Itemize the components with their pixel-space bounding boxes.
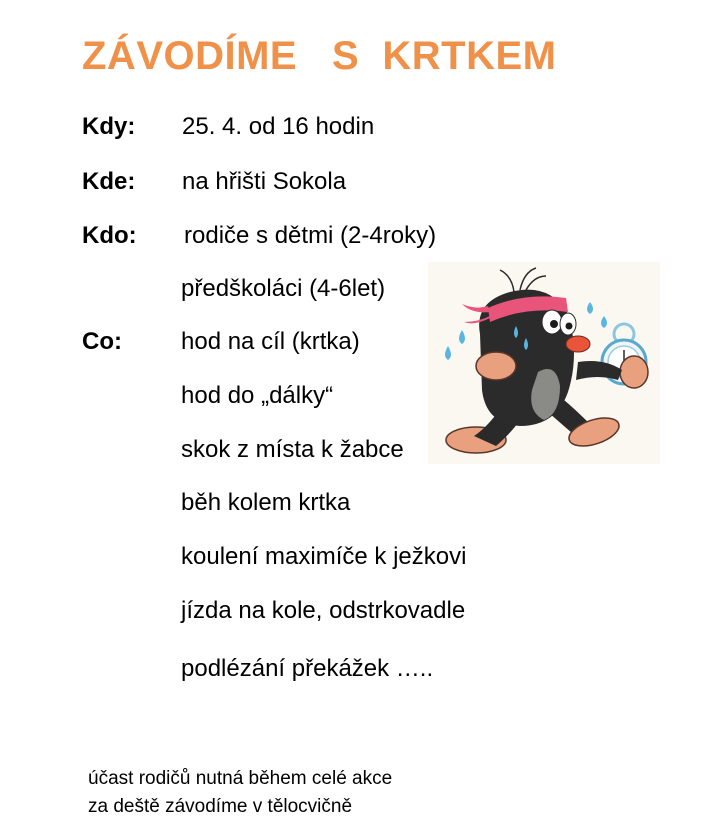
running-mole-icon: [428, 262, 660, 464]
mole-hand: [476, 352, 516, 380]
where-value: na hřišti Sokola: [182, 168, 347, 195]
where-label: Kde:: [82, 168, 136, 195]
who-value-1: rodiče s dětmi (2-4roky): [184, 222, 437, 249]
activity-item: hod na cíl (krtka): [181, 328, 360, 355]
mole-hand: [620, 356, 648, 388]
when-label: Kdy:: [82, 113, 136, 140]
who-value-2: předškoláci (4-6let): [181, 275, 386, 302]
activity-item: jízda na kole, odstrkovadle: [181, 597, 466, 624]
mole-illustration: [428, 262, 660, 464]
footer-note: za deště závodíme v tělocvičně: [88, 796, 353, 817]
activity-item: hod do „dálky“: [181, 382, 334, 409]
poster-title: ZÁVODÍME S KRTKEM: [82, 34, 557, 78]
what-label: Co:: [82, 328, 122, 355]
activity-item: skok z místa k žabce: [181, 436, 404, 463]
activity-item: podlézání překážek …..: [181, 655, 434, 682]
mole-nose: [566, 336, 590, 352]
footer-note: účast rodičů nutná během celé akce: [88, 768, 393, 789]
activity-item: koulení maximíče k ježkovi: [181, 543, 467, 570]
activity-item: běh kolem krtka: [181, 489, 351, 516]
when-value: 25. 4. od 16 hodin: [182, 113, 375, 140]
who-label: Kdo:: [82, 222, 137, 249]
